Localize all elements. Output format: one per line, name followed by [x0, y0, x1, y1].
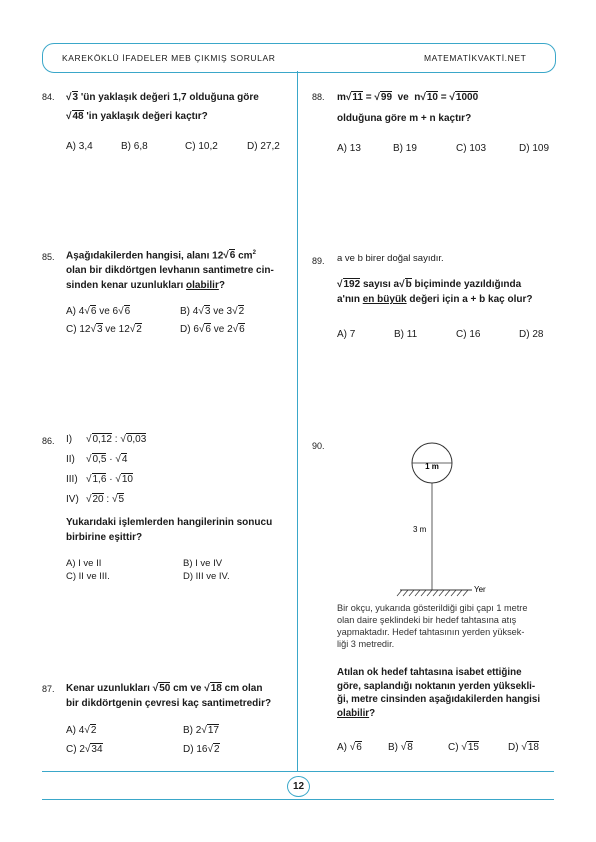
q89-option-d[interactable]: D) 28: [519, 329, 544, 340]
q90-description: Bir okçu, yukarıda gösterildiği gibi çapı 1 metre olan daire şeklindeki bir hedef tahtasına atış yapmaktadır. Hedef tahtasının yerden yüksek- liği 3 metredir.: [337, 603, 528, 649]
q87-option-c[interactable]: C) 2√ 34: [66, 744, 103, 755]
q89-intro: a ve b birer doğal sayıdır.: [337, 253, 444, 264]
footer-line-bottom: [42, 799, 554, 800]
column-divider: [297, 71, 298, 771]
q86-option-b[interactable]: B) I ve IV: [183, 558, 223, 569]
q87-text: Kenar uzunlukları √ 50 cm ve √ 18 cm olan bir dikdörtgenin çevresi kaç santimetredir?: [66, 681, 296, 711]
page-number: 12: [287, 776, 310, 797]
q88-line2: olduğuna göre m + n kaçtır?: [337, 113, 472, 124]
q85-number: 85.: [42, 252, 55, 262]
q90-question: Atılan ok hedef tahtasına isabet ettiğine göre, saplandığı noktanın yerden yüksekli- ği, metre cinsinden aşağıdakilerden hangisi olabilir?: [337, 667, 541, 719]
q88-number: 88.: [312, 92, 325, 102]
q90-option-a[interactable]: A) √ 6: [337, 742, 362, 753]
q85-option-d[interactable]: D) 6√ 6 ve 2√ 6: [180, 324, 245, 335]
q88-option-c[interactable]: C) 103: [456, 143, 487, 154]
ground-hatch: [397, 590, 468, 596]
q86-question: Yukarıdaki işlemlerden hangilerinin sonucu birbirine eşittir?: [66, 517, 273, 543]
q89-option-c[interactable]: C) 16: [456, 329, 481, 340]
circle-label: 1 m: [425, 462, 439, 471]
q90-option-b[interactable]: B) √ 8: [388, 742, 413, 753]
q89-option-a[interactable]: A) 7: [337, 329, 356, 340]
q84-option-c[interactable]: C) 10,2: [185, 141, 218, 152]
q87-option-b[interactable]: B) 2√ 17: [183, 725, 219, 736]
q89-text: √ 192 sayısı a√ b biçiminde yazıldığında a'nın en büyük değeri için a + b kaç olur?: [337, 277, 557, 307]
q87-number: 87.: [42, 684, 55, 694]
q88-equation: m√ 11 = √ 99 ve n√ 10 = √ 1000: [337, 90, 478, 105]
q85-option-c[interactable]: C) 12√ 3 ve 12√ 2: [66, 324, 142, 335]
q86-option-c[interactable]: C) II ve III.: [66, 571, 110, 582]
q85-text: Aşağıdakilerden hangisi, alanı 12√ 6 $cm^2$ olan bir dikdörtgen levhanın santimetre cin- sinden kenar uzunlukları olabilir?: [66, 246, 296, 293]
header-left-title: KAREKÖKLÜ İFADELER MEB ÇIKMIŞ SORULAR: [62, 53, 276, 63]
q84-line1: √ 3 'ün yaklaşık değeri 1,7 olduğuna göre: [66, 90, 259, 105]
q88-option-b[interactable]: B) 19: [393, 143, 417, 154]
q86-option-d[interactable]: D) III ve IV.: [183, 571, 230, 582]
q84-option-a[interactable]: A) 3,4: [66, 141, 93, 152]
height-label: 3 m: [413, 525, 427, 534]
q88-option-a[interactable]: A) 13: [337, 143, 361, 154]
q87-option-d[interactable]: D) 16√ 2: [183, 744, 220, 755]
q86-item-3: III)√ 1,6 · √ 10: [66, 474, 133, 485]
q90-option-c[interactable]: C) √ 15: [448, 742, 479, 753]
q86-item-2: II)√ 0,5 · √ 4: [66, 454, 127, 465]
ground-label: Yer: [474, 585, 486, 594]
q84-number: 84.: [42, 92, 55, 102]
q90-option-d[interactable]: D) √ 18: [508, 742, 539, 753]
q85-option-b[interactable]: B) 4√ 3 ve 3√ 2: [180, 306, 244, 317]
q86-number: 86.: [42, 436, 55, 446]
q87-option-a[interactable]: A) 4√ 2: [66, 725, 96, 736]
q84-option-b[interactable]: B) 6,8: [121, 141, 148, 152]
target-diagram: [380, 430, 510, 600]
header-right-title: MATEMATİKVAKTİ.NET: [424, 53, 527, 63]
q86-option-a[interactable]: A) I ve II: [66, 558, 102, 569]
q89-option-b[interactable]: B) 11: [394, 329, 418, 340]
footer-line-top: [42, 771, 554, 772]
q88-option-d[interactable]: D) 109: [519, 143, 550, 154]
q86-item-1: I)√ 0,12 : √ 0,03: [66, 434, 146, 445]
q85-option-a[interactable]: A) 4√ 6 ve 6√ 6: [66, 306, 130, 317]
q90-number: 90.: [312, 441, 325, 451]
q89-number: 89.: [312, 256, 325, 266]
q84-option-d[interactable]: D) 27,2: [247, 141, 280, 152]
q86-item-4: IV)√ 20 : √ 5: [66, 494, 124, 505]
q84-line2: √ 48 'in yaklaşık değeri kaçtır?: [66, 109, 208, 124]
